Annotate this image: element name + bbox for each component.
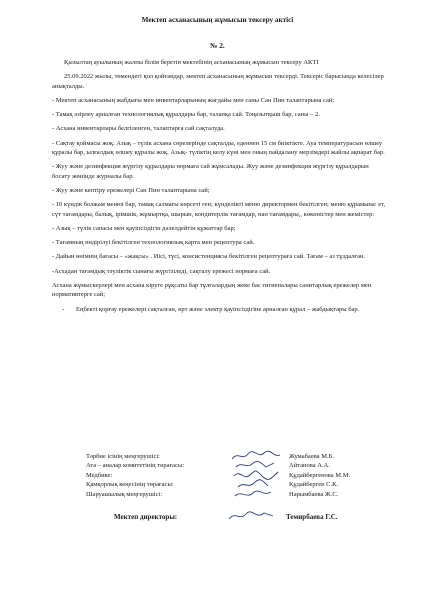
finding-paragraph: - 10 күндік болжам менюі бар, тамақ салмағы көрсеті ген; күнделікті меню директормен бекітілген; меню құрамына: ет, сүт тағамдары, балық, ірімшік, жұмыртқа, шырын, кондитерлік тағамдар, нан тағамдары,, көкөністер мен жемістер: <box>52 201 386 218</box>
date-paragraph: 25.09.2022 жылы, төмендегі қол қойғандар, мектеп асханасының жұмысын тексерді. Тексеріс барысында келесілер анықталды. <box>52 73 384 90</box>
finding-paragraph: - Жуу және дезинфекция жүргізу құралдары нормаға сай жұмсалады. Жуу және дезинфекция жүргізу құралдарын босату жөнінде журналы бар. <box>52 163 369 180</box>
signature-role: Қамқорлық кеңесінің төрағасы: <box>86 481 174 489</box>
signature-row <box>86 490 386 499</box>
document-title: Мектеп асханасының жұмысын тексеру актісі <box>141 16 294 24</box>
bullet-item <box>52 305 386 315</box>
signature-role: Шаруашылық меңгерушісі: <box>86 490 163 498</box>
document-number: № 2. <box>210 42 225 50</box>
signature-role: Тәрбие ісінің меңгерушісі: <box>86 453 160 460</box>
finding-paragraph: - Тамақ әзірлеу арналған технологиялық құралдары бар, талапқа сай. Тоңазытқыш бар, саны – 2. <box>52 111 320 119</box>
finding-paragraph: - Сақтау қоймасы жоқ. Азық – түлік асхана сөрелерінде сақталды, еденнен 15 см биіктікте. Ауа температурасын өлшеу құралы бар, ылғалдық өлшеу құралы жоқ. Азық- түліктің келу күні мен оның пайдалану мерзімдері жайлы ақпарат бар. <box>52 139 385 157</box>
director-name: Темирбаева Г.С. <box>286 513 338 521</box>
finding-paragraph: - Асхана инвентарлары белгіленген, талаптарға сай сақталуда. <box>52 125 225 133</box>
director-role: Мектеп директоры: <box>114 513 178 521</box>
signature-name: Жумабаева М.Б. <box>289 453 334 460</box>
signature-block <box>86 452 386 499</box>
bullet-dash: - <box>62 305 65 313</box>
finding-paragraph: - Мектеп асханасының жабдығы мен инвентарларының жағдайы мен саны Сан Пин талаптарына сай; <box>52 96 335 104</box>
handwritten-signature-icon <box>230 487 282 501</box>
finding-paragraph: - Тағамның өндірілуі бекітілген технологиялық карта мен рецептура сай. <box>52 239 255 247</box>
finding-paragraph: Асхана жұмыскерлері мен асхана кіруге рұқсаты бар тұлғалардың жеке бас гигиеналары санитарлық ережелер мен нормативтерге сай; <box>52 281 372 299</box>
finding-paragraph: - Азық – түлік сапасы мен қауіпсіздігін дәлелдейтін құжаттар бар; <box>52 225 236 233</box>
signature-role: Ата – аналар комитетінің төрағасы: <box>86 462 185 470</box>
signature-name: Нарымбаева Ж.С. <box>289 490 339 498</box>
finding-paragraph: - Дайын өнімнің бағасы – «жақсы» . Иісі, түсі, консистенциясы бекітілген рецептураға сай. Тағам – аз тұздалған. <box>52 253 366 261</box>
finding-paragraph: - Жуу және кептіру ережелері Сан Пин талаптарына сай; <box>52 187 210 195</box>
document-body <box>52 58 386 314</box>
signature-name: Құдайберген С.К. <box>289 481 339 489</box>
director-handwritten-signature-icon <box>226 509 276 523</box>
finding-paragraph: -Асхадан тағамдық тәуліктік сынағы жүргізіледі, сақталу ережесі нормаға сай. <box>52 267 271 275</box>
signature-role: Медбике: <box>86 471 113 479</box>
bullet-text: Еңбекті қорғау ережелері сақталған, өрт және электр қауіпсіздігіне арналған құрал – жабдықтары бар. <box>76 305 360 313</box>
signature-name: Құдайбергенова М.М. <box>289 471 351 479</box>
signature-name: Айтанова А.А. <box>289 462 330 470</box>
intro-paragraph: Қызылтаң ауылының жалпы білім беретін мектебінің асханасының жұмысын тексеру АКТІ <box>64 59 319 66</box>
